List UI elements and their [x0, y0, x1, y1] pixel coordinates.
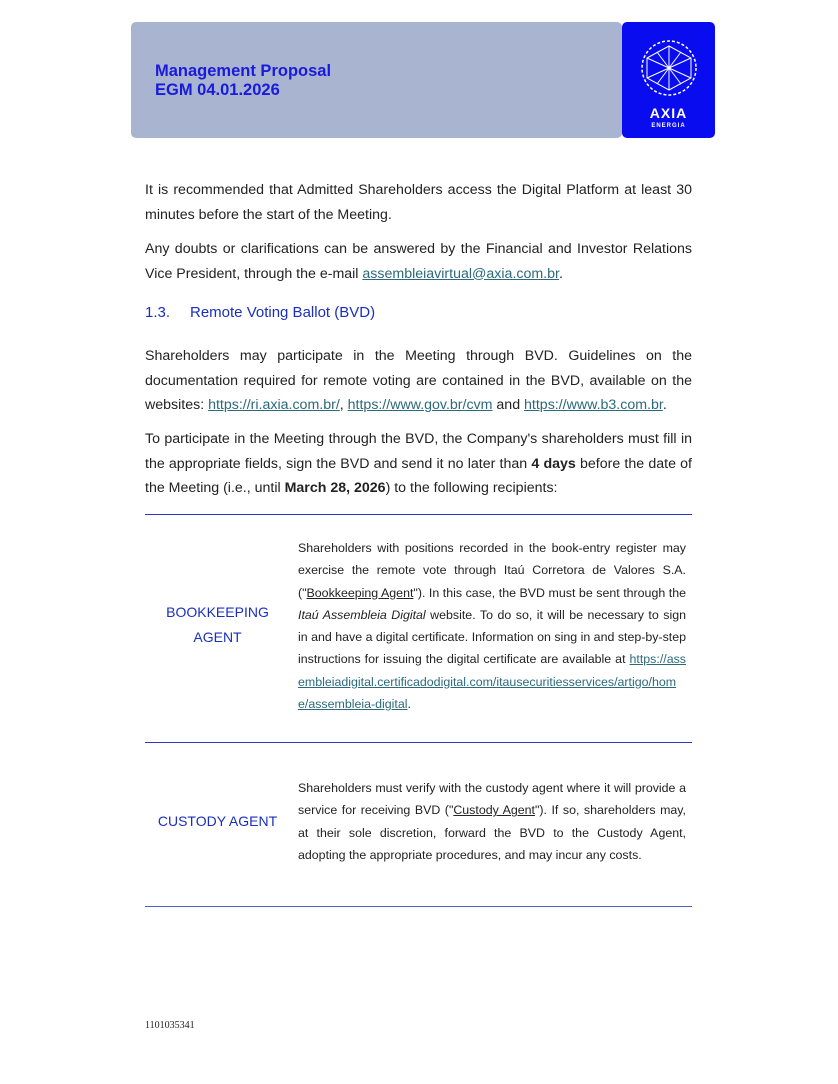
link-b3[interactable]: https://www.b3.com.br — [524, 397, 663, 413]
document-subtitle: EGM 04.01.2026 — [155, 81, 280, 99]
table-divider — [145, 514, 692, 515]
paragraph: Any doubts or clarifications can be answered by the Financial and Investor Relations Vice President, through the e-mail assembleiavirtual@axia.com.br. — [145, 241, 692, 282]
email-link[interactable]: assembleiavirtual@axia.com.br — [362, 265, 559, 282]
document-id: 1101035341 — [145, 1020, 195, 1031]
paragraph: It is recommended that Admitted Shareholders access the Digital Platform at least 30 minutes before the start of the Meeting. — [145, 182, 692, 223]
link-ri-axia[interactable]: https://ri.axia.com.br/ — [208, 397, 340, 413]
table-divider — [145, 742, 692, 743]
row-text-bookkeeping: Shareholders with positions recorded in the book-entry register may exercise the remote vote through Itaú Corretora de Valores S.A. ("Bookkeeping Agent"). In this case, the BVD must be sent through the Itaú Assembleia Digital website. To do so, it will be necessary to sign in and have a digital certificate. Information on sing in and step-by-step instructions for issuing the digital certificate are available at https://assembleiadigital.certificadodigital.com/itausecuritiesservices/artigo/home/assembleia-digital. — [298, 541, 686, 712]
paragraph: Shareholders may participate in the Meeting through BVD. Guidelines on the documentation required for remote voting are contained in the BVD, available on the websites: https://ri.axia.com.br/, https://www.gov.br/cvm and https://www.b3.com.br. — [145, 348, 692, 413]
paragraph: To participate in the Meeting through the BVD, the Company's shareholders must fill in the appropriate fields, sign the BVD and send it no later than 4 days before the date of the Meeting (i.e., until March 28, 2026) to the following recipients: — [145, 431, 692, 496]
globe-icon — [639, 38, 699, 98]
itau-assembleia-link[interactable]: https://assembleiadigital.certificadodigital.com/itausecuritiesservices/artigo/home/assembleia-digital — [298, 652, 686, 712]
table-divider — [145, 906, 692, 907]
row-label-bookkeeping: BOOKKEEPING AGENT — [166, 604, 269, 645]
header-banner — [131, 22, 622, 138]
document-title: Management Proposal — [155, 62, 332, 80]
row-label-custody: CUSTODY AGENT — [157, 813, 278, 829]
link-cvm[interactable]: https://www.gov.br/cvm — [347, 397, 493, 413]
section-heading: 1.3. Remote Voting Ballot (BVD) — [145, 304, 376, 321]
axia-logo: AXIA ENERGIA — [622, 22, 715, 138]
row-text-custody: Shareholders must verify with the custody agent where it will provide a service for receiving BVD ("Custody Agent"). If so, shareholders may, at their sole discretion, forward the BVD to the Custody Agent, adopting the appropriate procedures, and may incur any costs. — [298, 781, 687, 862]
